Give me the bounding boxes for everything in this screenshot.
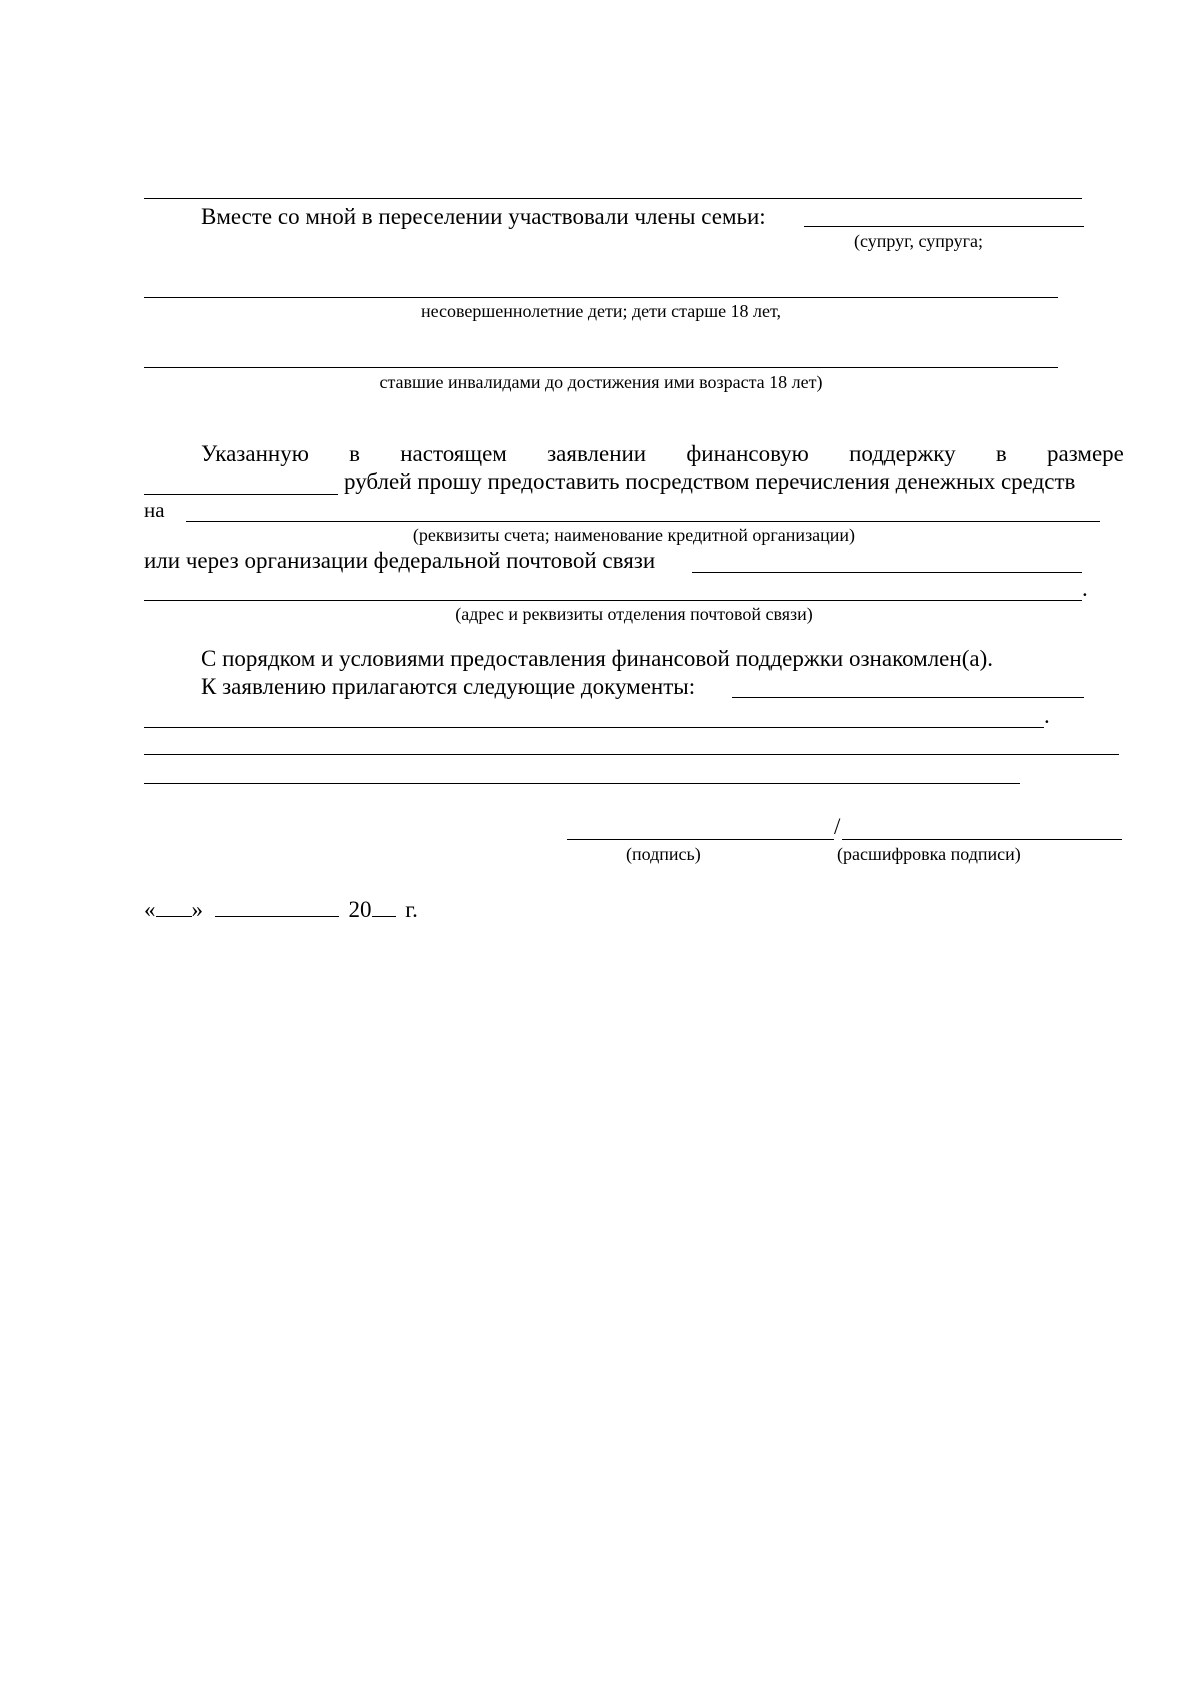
- docs-period: .: [1044, 703, 1050, 728]
- signature-decode-field[interactable]: [842, 839, 1122, 840]
- docs-field-3[interactable]: [144, 754, 1119, 755]
- amount-field[interactable]: [144, 494, 338, 495]
- ack-text: С порядком и условиями предоставления финансовой поддержки ознакомлен(а).: [201, 646, 993, 671]
- account-field[interactable]: [186, 521, 1100, 522]
- date-line: [144, 894, 418, 924]
- docs-field-1[interactable]: [732, 697, 1084, 698]
- signature-slash: /: [834, 814, 841, 839]
- caption-disabled: ставшие инвалидами до достижения ими возраста 18 лет): [379, 372, 823, 392]
- caption-signature-decode: (расшифровка подписи): [837, 844, 1021, 864]
- date-year-suffix: г.: [405, 897, 418, 922]
- disabled-children-field[interactable]: [144, 367, 1058, 368]
- support-word: поддержку: [849, 441, 956, 466]
- top-separator-line: [144, 198, 1082, 199]
- signature-field[interactable]: [567, 839, 834, 840]
- support-word: в: [995, 441, 1007, 466]
- family-members-field[interactable]: [804, 226, 1084, 227]
- caption-spouse: (супруг, супруга;: [854, 231, 984, 251]
- docs-text: К заявлению прилагаются следующие документы:: [201, 674, 696, 699]
- postal-field-2[interactable]: [144, 600, 1082, 601]
- caption-account: (реквизиты счета; наименование кредитной организации): [412, 525, 856, 545]
- support-word: в: [349, 441, 361, 466]
- date-close-quote: »: [191, 897, 203, 922]
- postal-period: .: [1082, 576, 1088, 601]
- caption-signature: (подпись): [626, 844, 701, 864]
- date-year-prefix: 20: [348, 897, 372, 922]
- support-paragraph-line1: [201, 440, 1124, 468]
- docs-field-4[interactable]: [144, 783, 1020, 784]
- support-word: финансовую: [686, 441, 809, 466]
- postal-text: или через организации федеральной почтовой связи: [144, 548, 656, 573]
- date-day-field[interactable]: [156, 894, 192, 917]
- caption-postal: (адрес и реквизиты отделения почтовой связи): [455, 604, 813, 624]
- support-word: настоящем: [400, 441, 507, 466]
- support-word: размере: [1046, 441, 1124, 466]
- children-field[interactable]: [144, 297, 1058, 298]
- caption-children: несовершеннолетние дети; дети старше 18 лет,: [420, 301, 782, 321]
- date-year-field[interactable]: [372, 894, 396, 917]
- family-intro-text: Вместе со мной в переселении участвовали члены семьи:: [201, 204, 766, 229]
- postal-field-1[interactable]: [692, 572, 1082, 573]
- date-month-field[interactable]: [215, 894, 339, 917]
- docs-field-2[interactable]: [144, 727, 1044, 728]
- support-word: заявлении: [547, 441, 647, 466]
- na-label: на: [144, 498, 165, 522]
- date-open-quote: «: [144, 897, 156, 922]
- support-word: Указанную: [201, 441, 309, 466]
- support-line2-text: рублей прошу предоставить посредством перечисления денежных средств: [344, 469, 1076, 494]
